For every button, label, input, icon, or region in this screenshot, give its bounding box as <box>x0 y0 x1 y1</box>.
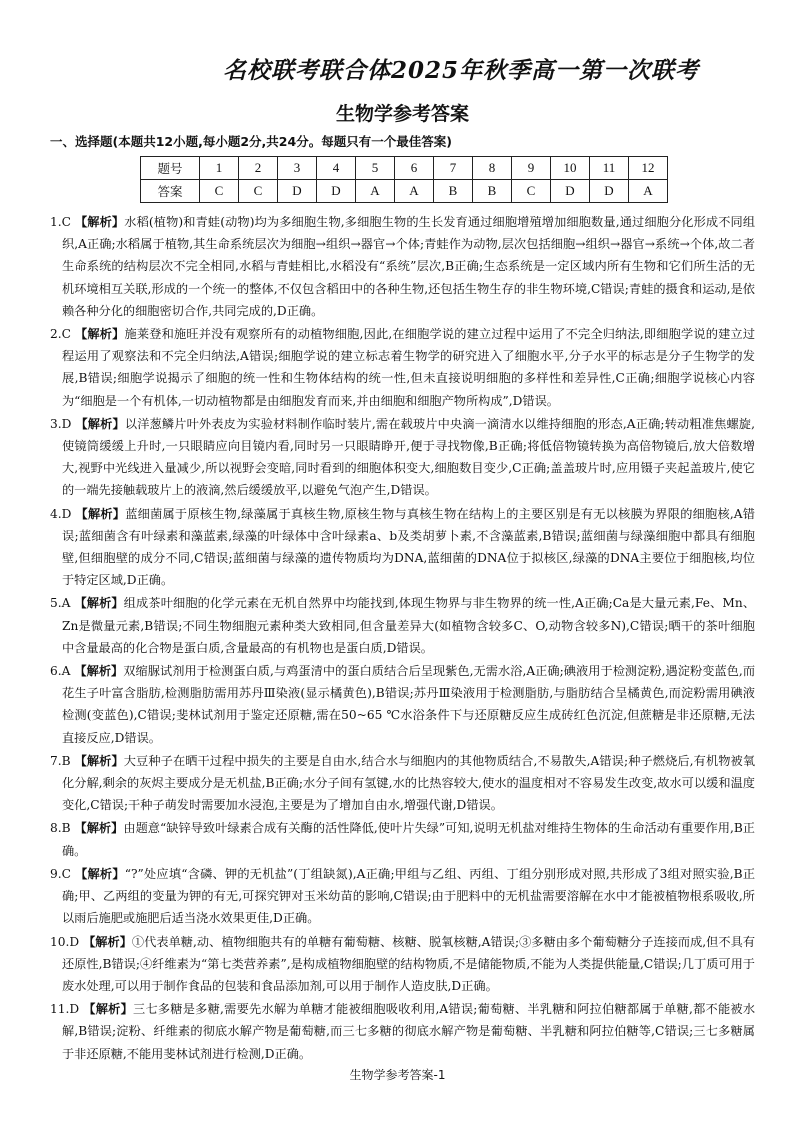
answer-cell: D <box>278 180 317 203</box>
explanation-tag: 【解析】 <box>83 1002 134 1017</box>
question-number: 4 <box>317 157 356 180</box>
answer-cell: D <box>551 180 590 203</box>
explanation-text: 大豆种子在晒干过程中损失的主要是自由水,结合水与细胞内的其他物质结合,不易散失,A错误;种子燃烧后,有机物被氧化分解,剩余的灰烬主要成分是无机盐,B正确;水分子间有氢键,水的比热容较大,使水的温度相对不容易发生改变,故水可以缓和温度变化,C错误;干种子萌发时需要加水浸泡,主要是为了增加自由水,增强代谢,D错误。 <box>62 753 756 813</box>
row-label-answer: 答案 <box>141 180 200 203</box>
explanation-item <box>50 660 755 749</box>
explanation-tag: 【解析】 <box>75 327 125 342</box>
explanation-item <box>50 750 755 817</box>
question-number: 10 <box>551 157 590 180</box>
answer-cell: A <box>629 180 668 203</box>
explanation-text: 蓝细菌属于原核生物,绿藻属于真核生物,原核生物与真核生物在结构上的主要区别是有无以核膜为界限的细胞核,A错误;蓝细菌含有叶绿素和藻蓝素,绿藻的叶绿体中含叶绿素a、b及类胡萝卜素,不含藻蓝素,B错误;蓝细菌与绿藻细胞中都具有细胞壁,但细胞壁的成分不同,C错误;蓝细菌与绿藻的遗传物质均为DNA,蓝细菌的DNA位于拟核区,绿藻的DNA主要位于细胞核,均位于特定区域,D正确。 <box>62 506 755 588</box>
question-number: 11 <box>590 157 629 180</box>
explanation-text: 双缩脲试剂用于检测蛋白质,与鸡蛋清中的蛋白质结合后呈现紫色,无需水浴,A正确;碘液用于检测淀粉,遇淀粉变蓝色,而花生子叶富含脂肪,检测脂肪需用苏丹Ⅲ染液(显示橘黄色),B错误;苏丹Ⅲ染液用于检测脂肪,与脂肪结合呈橘黄色,而淀粉需用碘液检测(变蓝色),C错误;斐林试剂用于鉴定还原糖,需在50~65 ℃水浴条件下与还原糖反应生成砖红色沉淀,但蔗糖是非还原糖,无法直接反应,D错误。 <box>62 664 756 745</box>
explanation-item <box>50 931 755 998</box>
answer-cell: D <box>590 180 629 203</box>
explanation-tag: 【解析】 <box>75 506 126 521</box>
answer-cell: C <box>200 180 239 203</box>
question-number: 9 <box>512 157 551 180</box>
explanation-number: 4.D <box>50 506 72 521</box>
explanation-number: 10.D <box>50 934 80 949</box>
explanation-number: 8.B <box>50 821 71 836</box>
explanation-tag: 【解析】 <box>75 416 125 431</box>
explanation-item <box>50 413 755 502</box>
answer-cell: D <box>317 180 356 203</box>
explanation-text: “?”处应填“含磷、钾的无机盐”(丁组缺氮),A正确;甲组与乙组、丙组、丁组分别形成对照,共形成了3组对照实验,B正确;甲、乙两组的变量为钾的有无,可探究钾对玉米幼苗的影响,C错误;由于肥料中的无机盐需要溶解在水中才能被植物根系吸收,所以雨后施肥或施肥后适当浇水效果更佳,D正确。 <box>62 866 756 926</box>
explanation-item <box>50 503 755 592</box>
row-label-number: 题号 <box>141 157 200 180</box>
question-number: 8 <box>473 157 512 180</box>
question-number: 5 <box>356 157 395 180</box>
explanation-text: 组成茶叶细胞的化学元素在无机自然界中均能找到,体现生物界与非生物界的统一性,A正确;Ca是大量元素,Fe、Mn、Zn是微量元素,B错误;不同生物细胞元素种类大致相同,但含量差异大(如植物含较多C、O,动物含较多N),C错误;晒干的茶叶细胞中含量最高的化合物是蛋白质,含量最高的有机物也是蛋白质,D错误。 <box>62 596 756 655</box>
page-footer: 生物学参考答案-1 <box>349 1068 446 1082</box>
explanation-text: 水稻(植物)和青蛙(动物)均为多细胞生物,多细胞生物的生长发育通过细胞增殖增加细胞数量,通过细胞分化形成不同组织,A正确;水稻属于植物,其生命系统层次为细胞→组织→器官→个体;青蛙作为动物,层次包括细胞→组织→器官→系统→个体,故二者生命系统的结构层次不完全相同,水稻与青蛙相比,水稻没有“系统”层次,B正确;生态系统是一定区域内所有生物和它们所生活的无机环境相互关联,形成的一个统一的整体,不仅包含稻田中的各种生物,还包括生物生存的非生物环境,C错误;青蛙的摄食和运动,是依赖各种分化的细胞密切合作,共同完成的,D正确。 <box>62 215 756 318</box>
explanation-number: 3.D <box>50 416 72 431</box>
explanation-item <box>50 817 755 861</box>
explanation-text: 由题意“缺锌导致叶绿素合成有关酶的活性降低,使叶片失绿”可知,说明无机盐对维持生物体的生命活动有重要作用,B正确。 <box>62 821 755 858</box>
explanation-number: 5.A <box>50 596 71 611</box>
explanation-text: 施莱登和施旺并没有观察所有的动植物细胞,因此,在细胞学说的建立过程中运用了不完全归纳法,即细胞学说的建立过程运用了观察法和不完全归纳法,A错误;细胞学说的建立标志着生物学的研究进入了细胞水平,分子水平的标志是分子生物学的发展,B错误;细胞学说揭示了细胞的统一性和生物体结构的统一性,但未直接说明细胞的多样性和差异性,C正确;细胞学说核心内容为“细胞是一个有机体,一切动植物都是由细胞发育而来,并由细胞和细胞产物所构成”,D错误。 <box>62 327 756 408</box>
question-number: 7 <box>434 157 473 180</box>
answer-key-subtitle: 生物学参考答案 <box>335 103 469 125</box>
question-number: 12 <box>629 157 668 180</box>
explanation-text: 以洋葱鳞片叶外表皮为实验材料制作临时装片,需在载玻片中央滴一滴清水以维持细胞的形态,A正确;转动粗准焦螺旋,使镜筒缓缓上升时,一只眼睛应向目镜内看,同时另一只眼睛睁开,便于寻找物像,B正确;将低倍物镜转换为高倍物镜后,放大倍数增大,视野中光线进入量减少,所以视野会变暗,同时看到的细胞体积变大,细胞数目变少,C正确;盖盖玻片时,应用镊子夹起盖玻片,使它的一端先接触载玻片上的液滴,然后缓缓放平,以避免气泡产生,D错误。 <box>62 416 756 498</box>
explanation-item <box>50 592 755 659</box>
explanation-text: ①代表单糖,动、植物细胞共有的单糖有葡萄糖、核糖、脱氧核糖,A错误;③多糖由多个葡萄糖分子连接而成,但不具有还原性,B错误;④纤维素为“第七类营养素”,是构成植物细胞壁的结构物质,不是储能物质,不能为人类提供能量,C错误;几丁质可用于废水处理,可以用于制作食品的包装和食品添加剂,可以用于制作人造皮肤,D正确。 <box>62 934 756 993</box>
answer-table <box>140 156 668 203</box>
answer-cell: B <box>473 180 512 203</box>
explanation-item <box>50 998 755 1065</box>
explanation-tag: 【解析】 <box>74 753 124 768</box>
answer-cell: A <box>395 180 434 203</box>
answer-row <box>141 180 668 203</box>
question-number: 2 <box>239 157 278 180</box>
explanation-tag: 【解析】 <box>74 596 124 611</box>
question-number-row <box>141 157 668 180</box>
explanation-number: 11.D <box>50 1002 80 1017</box>
explanation-number: 7.B <box>50 753 71 768</box>
explanation-item <box>50 323 755 412</box>
explanation-item <box>50 211 755 322</box>
explanation-number: 2.C <box>50 327 71 342</box>
explanation-tag: 【解析】 <box>74 215 125 229</box>
explanation-tag: 【解析】 <box>75 866 125 881</box>
explanation-tag: 【解析】 <box>74 821 124 836</box>
answer-cell: A <box>356 180 395 203</box>
explanation-text: 三七多糖是多糖,需要先水解为单糖才能被细胞吸收利用,A错误;葡萄糖、半乳糖和阿拉伯糖都属于单糖,都不能被水解,B错误;淀粉、纤维素的彻底水解产物是葡萄糖,而三七多糖的彻底水解产物是葡萄糖、半乳糖和阿拉伯糖等,C错误;三七多糖属于非还原糖,不能用斐林试剂进行检测,D正确。 <box>62 1002 756 1061</box>
answer-cell: C <box>239 180 278 203</box>
explanation-number: 6.A <box>50 664 71 679</box>
explanation-item <box>50 863 755 930</box>
question-number: 3 <box>278 157 317 180</box>
section-heading: 一、选择题(本题共12小题,每小题2分,共24分。每题只有一个最佳答案) <box>50 134 452 149</box>
explanation-tag: 【解析】 <box>74 664 124 679</box>
question-number: 1 <box>200 157 239 180</box>
explanation-number: 1.C <box>50 215 71 229</box>
answer-cell: C <box>512 180 551 203</box>
exam-title: 名校联考联合体2025年秋季高一第一次联考 <box>222 57 699 84</box>
explanation-tag: 【解析】 <box>83 934 132 949</box>
question-number: 6 <box>395 157 434 180</box>
explanation-number: 9.C <box>50 866 71 881</box>
answer-cell: B <box>434 180 473 203</box>
